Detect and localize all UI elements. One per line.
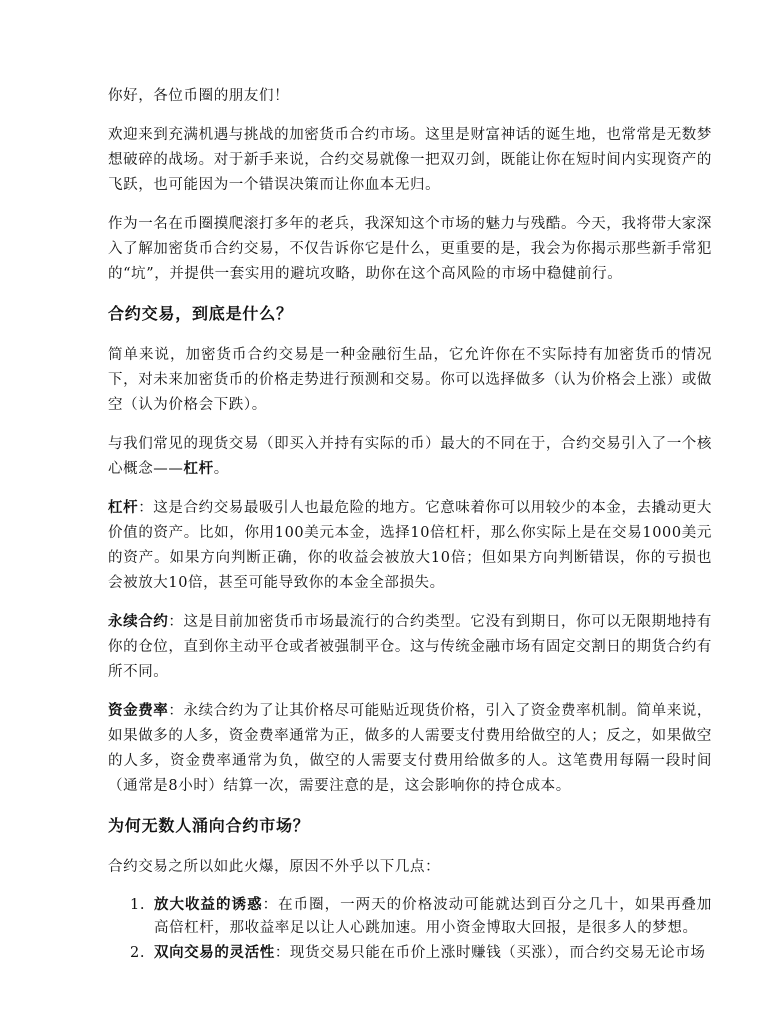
document-page bbox=[108, 84, 712, 967]
reasons-list bbox=[108, 894, 712, 965]
list-item bbox=[108, 894, 712, 940]
greeting: 你好，各位币圈的朋友们！ bbox=[108, 88, 290, 104]
spot-vs-contract-paragraph bbox=[108, 432, 712, 482]
list-item-number: 1. bbox=[130, 897, 146, 913]
list-item-text: ：在币圈，一两天的价格波动可能就达到百分之几十，如果再叠加高倍杠杆，那收益率足以让人心跳加速。用小资金博取大回报，是很多人的梦想。 bbox=[154, 897, 712, 936]
funding-rate-paragraph bbox=[108, 699, 712, 799]
spot-vs-contract-end: 。 bbox=[213, 461, 229, 477]
section-heading-why-contract: 为何无数人涌向合约市场？ bbox=[108, 816, 310, 835]
intro-paragraph-2: 作为一名在币圈摸爬滚打多年的老兵，我深知这个市场的魅力与残酷。今天，我将带大家深入了解加密货币合约交易，不仅告诉你它是什么，更重要的是，我会为你揭示那些新手常犯的“坑”，并提供一套实用的避坑攻略，助你在这个高风险的市场中稳健前行。 bbox=[108, 216, 712, 282]
reasons-intro: 合约交易之所以如此火爆，原因不外乎以下几点： bbox=[108, 859, 441, 875]
perpetual-paragraph bbox=[108, 610, 712, 685]
leverage-text: ：这是合约交易最吸引人也最危险的地方。它意味着你可以用较少的本金，去撬动更大价值的资产。比如，你用100美元本金，选择10倍杠杆，那么你实际上是在交易1000美元的资产。如果方向判断正确，你的收益会被放大10倍；但如果方向判断错误，你的亏损也会被放大10倍，甚至可能导致你的本金全部损失。 bbox=[108, 500, 712, 591]
funding-rate-text: ：永续合约为了让其价格尽可能贴近现货价格，引入了资金费率机制。简单来说，如果做多的人多，资金费率通常为正，做多的人需要支付费用给做空的人；反之，如果做空的人多，资金费率通常为负，做空的人需要支付费用给做多的人。这笔费用每隔一段时间（通常是8小时）结算一次，需要注意的是，这会影响你的持仓成本。 bbox=[108, 703, 713, 794]
leverage-paragraph bbox=[108, 496, 712, 596]
spot-vs-contract-text: 与我们常见的现货交易（即买入并持有实际的币）最大的不同在于，合约交易引入了一个核心概念—— bbox=[108, 436, 712, 477]
section-heading-what-is-contract: 合约交易，到底是什么？ bbox=[108, 304, 293, 323]
core-concept-term: 杠杆 bbox=[183, 461, 214, 477]
list-item-text: ：现货交易只能在币价上涨时赚钱（买涨），而合约交易无论市场 bbox=[274, 945, 706, 961]
leverage-term: 杠杆 bbox=[108, 500, 139, 516]
perpetual-text: ：这是目前加密货币市场最流行的合约类型。它没有到期日，你可以无限期地持有你的仓位，直到你主动平仓或者被强制平仓。这与传统金融市场有固定交割日的期货合约有所不同。 bbox=[108, 614, 713, 680]
list-item-term: 放大收益的诱惑 bbox=[154, 897, 263, 913]
list-item-term: 双向交易的灵活性 bbox=[154, 945, 275, 961]
list-item bbox=[108, 942, 712, 965]
definition-paragraph: 简单来说，加密货币合约交易是一种金融衍生品，它允许你在不实际持有加密货币的情况下，对未来加密货币的价格走势进行预测和交易。你可以选择做多（认为价格会上涨）或做空（认为价格会下跌）。 bbox=[108, 347, 712, 413]
funding-rate-term: 资金费率 bbox=[108, 703, 169, 719]
list-item-number: 2. bbox=[130, 945, 146, 961]
perpetual-term: 永续合约 bbox=[108, 614, 169, 630]
intro-paragraph-1: 欢迎来到充满机遇与挑战的加密货币合约市场。这里是财富神话的诞生地，也常常是无数梦想破碎的战场。对于新手来说，合约交易就像一把双刃剑，既能让你在短时间内实现资产的飞跃，也可能因为一个错误决策而让你血本无归。 bbox=[108, 127, 712, 193]
